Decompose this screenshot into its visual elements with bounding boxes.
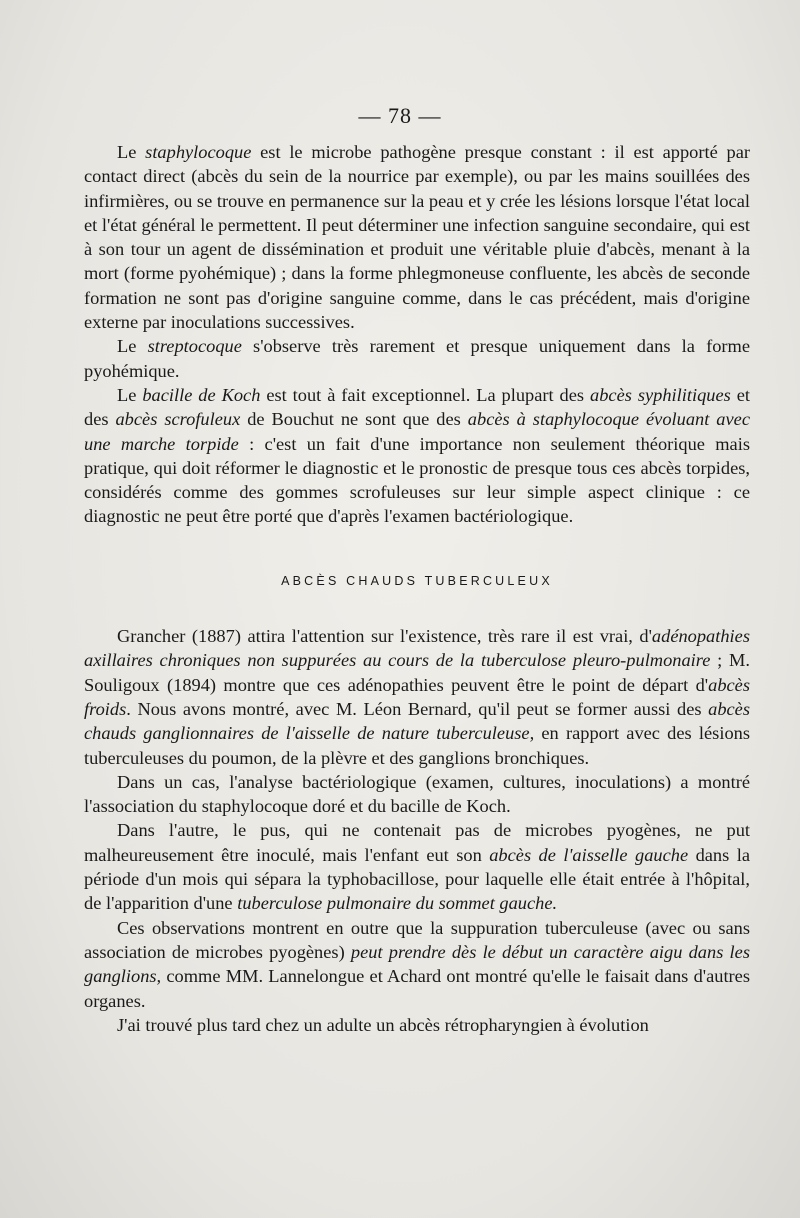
page-number: — 78 — (358, 103, 442, 128)
paragraph-grancher: Grancher (1887) attira l'attention sur l'existence, très rare il est vrai, d'adénopathies axillaires chroniques non suppurées au cours de la tuberculose pleuro-pulmonaire ; M. Souligoux (1894) montre que ces adénopathies peuvent être le point de départ d'abcès froids. Nous avons montré, avec M. Léon Bernard, qu'il peut se former aussi des abcès chauds ganglionnaires de l'aisselle de nature tuberculeuse, en rapport avec des lésions tuberculeuses du poumon, de la plèvre et des ganglions bronchiques. (84, 626, 750, 768)
paragraph-observations: Ces observations montrent en outre que la suppuration tuberculeuse (avec ou sans association de microbes pyogènes) peut prendre dès le début un caractère aigu dans les ganglions, comme MM. Lannelongue et Achard ont montré qu'elle le faisait dans d'autres organes. (84, 917, 750, 1011)
paragraph-streptocoque: Le streptocoque s'observe très rarement et presque uniquement dans la forme pyohémique. (84, 336, 751, 381)
paragraph-staphylocoque: Le staphylocoque est le microbe pathogène presque constant : il est apporté par contact direct (abcès du sein de la nourrice par exemple), ou par les mains souillées des infirmières, ou se trouve en permanence sur la peau et y crée les lésions lorsque l'état local et l'état général le permettent. Il peut déterminer une infection sanguine secondaire, qui est à son tour un agent de dissémination et produit une véritable pluie d'abcès, menant à la mort (forme pyohémique) ; dans la forme phlegmoneuse confluente, les abcès de seconde formation ne sont pas d'origine sanguine comme, dans le cas précédent, mais d'origine externe par inoculations successives. (84, 142, 751, 333)
paragraph-adulte: J'ai trouvé plus tard chez un adulte un abcès rétropharyngien à évolution (117, 1014, 649, 1035)
section-heading: ABCÈS CHAUDS TUBERCULEUX (281, 573, 553, 588)
paragraph-premier-cas: Dans un cas, l'analyse bactériologique (examen, cultures, inoculations) a montré l'association du staphylocoque doré et du bacille de Koch. (84, 771, 750, 817)
paragraph-bacille-koch: Le bacille de Koch est tout à fait exceptionnel. La plupart des abcès syphilitiques et des abcès scrofuleux de Bouchut ne sont que des abcès à staphylocoque évoluant avec une marche torpide : c'est un fait d'une importance non seulement théorique mais pratique, qui doit réformer le diagnostic et le pronostic de presque tous ces abcès torpides, considérés comme des gommes scrofuleuses sur leur simple aspect clinique : ce diagnostic ne peut être porté que d'après l'examen bactériologique. (84, 384, 750, 527)
paragraph-autre-cas: Dans l'autre, le pus, qui ne contenait pas de microbes pyogènes, ne put malheureusement être inoculé, mais l'enfant eut son abcès de l'aisselle gauche dans la période d'un mois qui sépara la typhobacillose, pour laquelle elle était entrée à l'hôpital, de l'apparition d'une tuberculose pulmonaire du sommet gauche. (84, 820, 750, 914)
body-text (84, 140, 750, 1037)
